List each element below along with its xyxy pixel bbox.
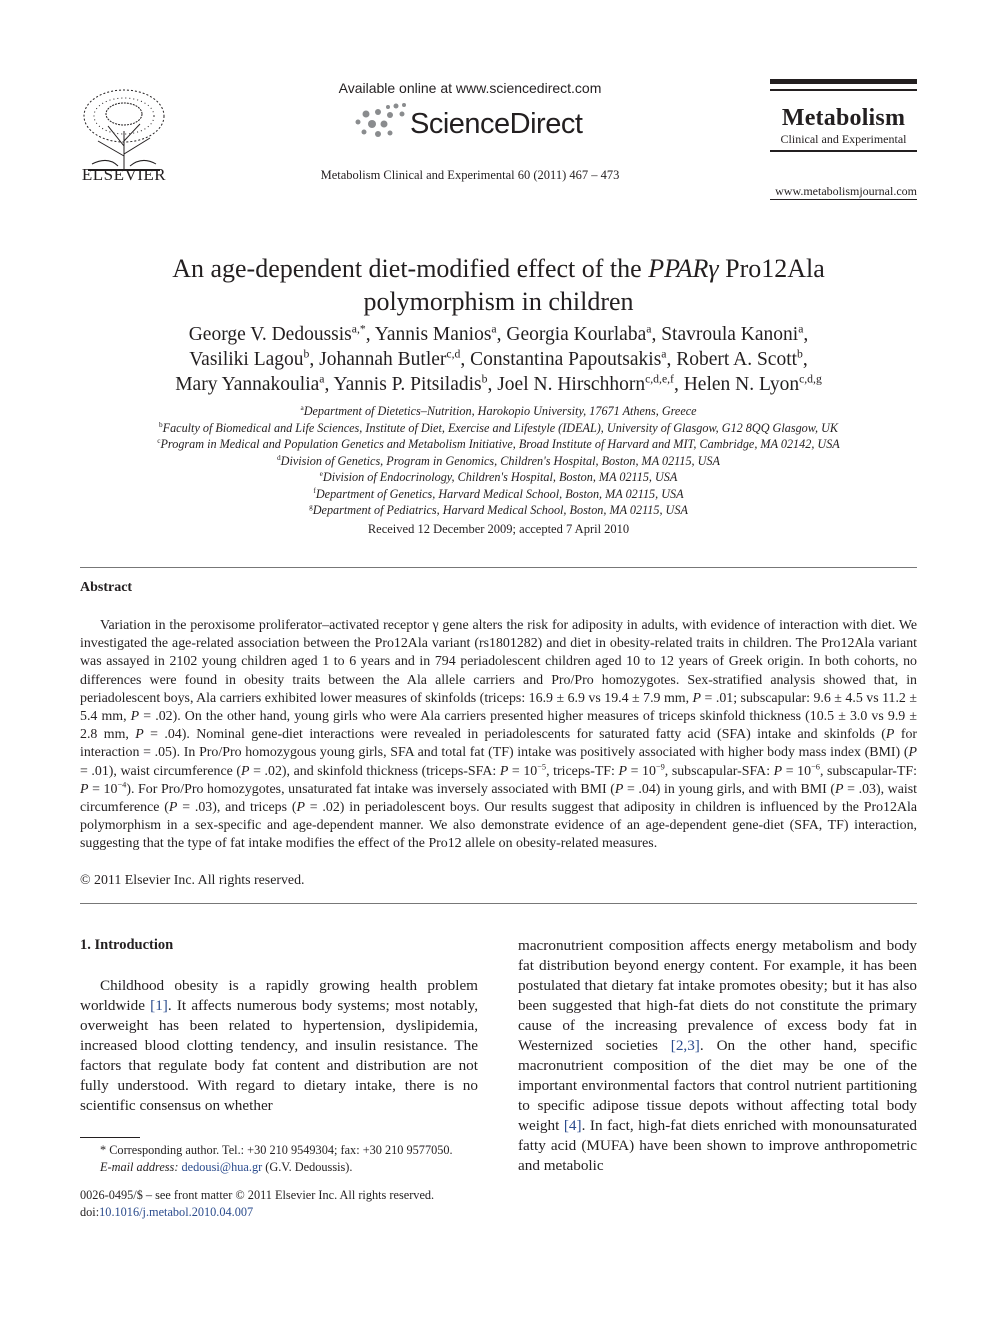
- sciencedirect-dots-icon: [352, 100, 412, 140]
- intro-right-column: [518, 936, 917, 1176]
- section-heading-introduction: 1. Introduction: [80, 937, 174, 953]
- affiliation: [80, 486, 917, 503]
- paragraph-text: Childhood obesity is a rapidly growing health problem worldwide: [80, 977, 478, 1014]
- front-matter: [80, 1187, 478, 1220]
- journal-url-link[interactable]: www.metabolismjournal.com: [775, 184, 917, 198]
- affiliation-text: Department of Dietetics–Nutrition, Harokopio University, 17671 Athens, Greece: [303, 404, 697, 418]
- affiliation-key: b: [158, 419, 163, 429]
- affiliation-text: Program in Medical and Population Genetics and Metabolism Initiative, Broad Institute of Harvard and MIT, Cambridge, MA 02142, USA: [160, 437, 840, 451]
- reference-link[interactable]: [1]: [150, 997, 168, 1014]
- available-online-text: Available online at www.sciencedirect.com: [338, 80, 602, 96]
- email-link[interactable]: dedousi@hua.gr: [181, 1159, 263, 1174]
- journal-rule-thin: [770, 89, 917, 91]
- author-name: Helen N. Lyon: [683, 374, 800, 395]
- corresponding-author: * Corresponding author. Tel.: +30 210 9549304; fax: +30 210 9577050.: [100, 1143, 453, 1157]
- paragraph-text: . In fact, high-fat diets enriched with monounsaturated fatty acid (MUFA) have been shown to improve anthropometric and metabolic: [518, 1117, 917, 1174]
- journal-url-underline: [770, 199, 917, 200]
- intro-left-column: [80, 976, 478, 1116]
- affiliation-list: [80, 403, 917, 519]
- abstract-text: Variation in the peroxisome proliferator–activated receptor γ gene alters the risk for adiposity in adults, with evidence of interaction with diet. We investigated the age-related association between the Pro12Ala variant (rs1801282) and diet in obesity-related traits in children. The Pro12Ala variant was assayed in 2102 young children aged 1 to 6 years and in 794 periadolescent children aged 10 to 12 years of Greek origin. In both cohorts, no differences were found in obesity traits between the Ala allele carriers and Pro/Pro homozygotes. Sex-stratified analysis showed that, in periadolescent boys, Ala carriers exhibited lower measures of skinfolds (triceps: 16.9 ± 6.9 vs 19.4 ± 7.9 mm, P = .01; subscapular: 9.6 ± 4.5 vs 11.2 ± 5.4 mm, P = .02). On the other hand, young girls who were Ala carriers presented higher measures of triceps skinfold thickness (10.5 ± 3.0 vs 9.9 ± 2.8 mm, P = .04). Nominal gene-diet interactions were revealed in periadolescents for saturated fatty acid (SFA) intake and skinfolds (P for interaction = .05). In Pro/Pro homozygous young girls, SFA and total fat (TF) intake was positively associated with higher body mass index (BMI) (P = .01), waist circumference (P = .02), and skinfold thickness (triceps-SFA: $P = 10^{-5}$, triceps-TF: $P = 10^{-9}$, subscapular-SFA: $P = 10^{-6}$, subscapular-TF: $P = 10^{-4}$). For Pro/Pro homozygotes, unsaturated fat intake was inversely associated with BMI (P = .04) in young girls, and with BMI (P = .03), waist circumference (P = .03), and triceps (P = .02) in periadolescent boys. Our results suggest that adiposity in children is influenced by the Pro12Ala polymorphism in a sex-specific and age-dependent manner. We also demonstrate evidence of an age-dependent gene-diet (SFA, TF) interaction, suggesting that the type of fat intake modifies the effect of the Pro12 allele on obesity-related measures.: [80, 618, 918, 852]
- author-name: Robert A. Scott: [676, 349, 798, 370]
- author-affiliation-marker: a: [661, 347, 667, 361]
- affiliation-key: g: [309, 501, 313, 511]
- affiliation-key: c: [157, 435, 161, 445]
- email-line: [80, 1159, 478, 1176]
- journal-rule-bottom: [770, 150, 917, 152]
- author-name: Yannis Manios: [374, 324, 492, 345]
- author-line-1: George V. Dedoussis$^{a,*}$, Yannis Manios$^a$, Georgia Kourlaba$^a$, Stavroula Kanoni$^a$,: [188, 322, 809, 345]
- footnote-rule: [80, 1137, 140, 1138]
- reference-link[interactable]: [4]: [563, 1117, 582, 1134]
- author-affiliation-marker: a: [319, 372, 325, 386]
- author-line-2: Vasiliki Lagou$^b$, Johannah Butler$^{c,d}$, Constantina Papoutsakis$^a$, Robert A. Scott$^b$,: [189, 347, 808, 370]
- affiliation-text: Division of Endocrinology, Children's Hospital, Boston, MA 02115, USA: [322, 470, 678, 484]
- divider: [80, 567, 917, 568]
- author-name: Joel N. Hirschhorn: [497, 374, 646, 395]
- author-affiliation-marker: a: [491, 322, 497, 336]
- article-title: [80, 252, 917, 318]
- author-name: Mary Yannakoulia: [175, 374, 320, 395]
- affiliation: [80, 453, 917, 470]
- email-suffix: (G.V. Dedoussis).: [262, 1159, 353, 1174]
- divider: [80, 903, 917, 904]
- author-name: Georgia Kourlaba: [506, 324, 647, 345]
- author-affiliation-marker: c,d,g: [799, 372, 822, 386]
- author-name: Johannah Butler: [319, 349, 447, 370]
- title-part: An age-dependent diet-modified effect of the: [172, 254, 649, 283]
- title-part: Pro12Ala: [718, 254, 825, 283]
- affiliation-text: Faculty of Biomedical and Life Sciences, Institute of Diet, Exercise and Lifestyle (IDEAL), University of Glasgow, G12 8QQ Glasgow, UK: [162, 420, 839, 435]
- received-dates: Received 12 December 2009; accepted 7 April 2010: [367, 522, 630, 536]
- author-name: George V. Dedoussis: [188, 324, 352, 345]
- journal-rule-thick: [770, 79, 917, 84]
- affiliation-text: Department of Genetics, Harvard Medical School, Boston, MA 02115, USA: [315, 486, 684, 501]
- abstract-copyright: © 2011 Elsevier Inc. All rights reserved.: [80, 873, 305, 888]
- author-affiliation-marker: c,d: [446, 347, 461, 361]
- author-affiliation-marker: b: [303, 347, 310, 361]
- paragraph-text: . On the other hand, specific macronutrient composition of the diet may be one of the important environmental factors that control nutrient partitioning to specific adipose tissue depots without affecting total body weight: [518, 1037, 917, 1134]
- author-name: Constantina Papoutsakis: [470, 349, 662, 370]
- publisher-name: ELSEVIER: [81, 165, 167, 184]
- author-affiliation-marker: a,*: [351, 322, 366, 336]
- footnote: [80, 1142, 478, 1175]
- sciencedirect-logo-text: ScienceDirect: [410, 108, 583, 140]
- reference-link[interactable]: [2,3]: [670, 1037, 700, 1054]
- paragraph-text: . It affects numerous body systems; most notably, overweight has been related to hypertension, dyslipidemia, increased blood clotting tendency, and insulin resistance. The factors that regulate body fat content and distribution are not fully understood. With regard to dietary intake, there is no scientific consensus on whether: [80, 997, 478, 1114]
- affiliation-text: Department of Pediatrics, Harvard Medical School, Boston, MA 02115, USA: [312, 503, 688, 517]
- author-line-3: Mary Yannakoulia$^a$, Yannis P. Pitsiladis$^b$, Joel N. Hirschhorn$^{c,d,e,f}$, Helen N. Lyon$^{c,d,g}$: [175, 372, 822, 395]
- affiliation-text: Division of Genetics, Program in Genomics, Children's Hospital, Boston, MA 02115, USA: [280, 453, 720, 468]
- title-gene: PPARγ: [648, 254, 719, 283]
- abstract-heading: Abstract: [80, 580, 133, 595]
- affiliation: [80, 420, 917, 437]
- doi-line: [80, 1204, 478, 1221]
- paragraph-text: macronutrient composition affects energy metabolism and body fat distribution beyond energy content. For example, it has been postulated that dietary fat intake promotes obesity; but it has also been suggested that high-fat diets do not constitute the primary cause of the increasing prevalence of excess body fat in Westernized societies: [518, 937, 917, 1054]
- affiliation: [80, 403, 917, 420]
- affiliation: [80, 436, 917, 453]
- author-name: Stavroula Kanoni: [661, 324, 799, 345]
- issn-line: 0026-0495/$ – see front matter © 2011 Elsevier Inc. All rights reserved.: [80, 1188, 435, 1202]
- affiliation: [80, 502, 917, 519]
- affiliation-key: d: [277, 452, 281, 462]
- title-line2: polymorphism in children: [363, 287, 634, 316]
- author-affiliation-marker: a: [646, 322, 652, 336]
- author-list: [80, 322, 917, 397]
- email-label: E-mail address:: [100, 1159, 179, 1174]
- author-affiliation-marker: c,d,e,f: [645, 372, 674, 386]
- author-name: Yannis P. Pitsiladis: [333, 374, 482, 395]
- affiliation-key: f: [313, 485, 316, 495]
- affiliation-key: e: [319, 468, 323, 478]
- author-affiliation-marker: b: [481, 372, 488, 386]
- affiliation: [80, 469, 917, 486]
- doi-link[interactable]: 10.1016/j.metabol.2010.04.007: [99, 1204, 254, 1219]
- journal-title: Metabolism: [781, 105, 906, 131]
- affiliation-key: a: [300, 402, 304, 412]
- journal-citation: Metabolism Clinical and Experimental 60 (2011) 467 – 473: [320, 168, 620, 182]
- author-affiliation-marker: b: [797, 347, 803, 361]
- journal-subtitle: Clinical and Experimental: [780, 132, 907, 146]
- author-affiliation-marker: a: [798, 322, 804, 336]
- author-name: Vasiliki Lagou: [189, 349, 304, 370]
- doi-label: doi:: [80, 1204, 100, 1219]
